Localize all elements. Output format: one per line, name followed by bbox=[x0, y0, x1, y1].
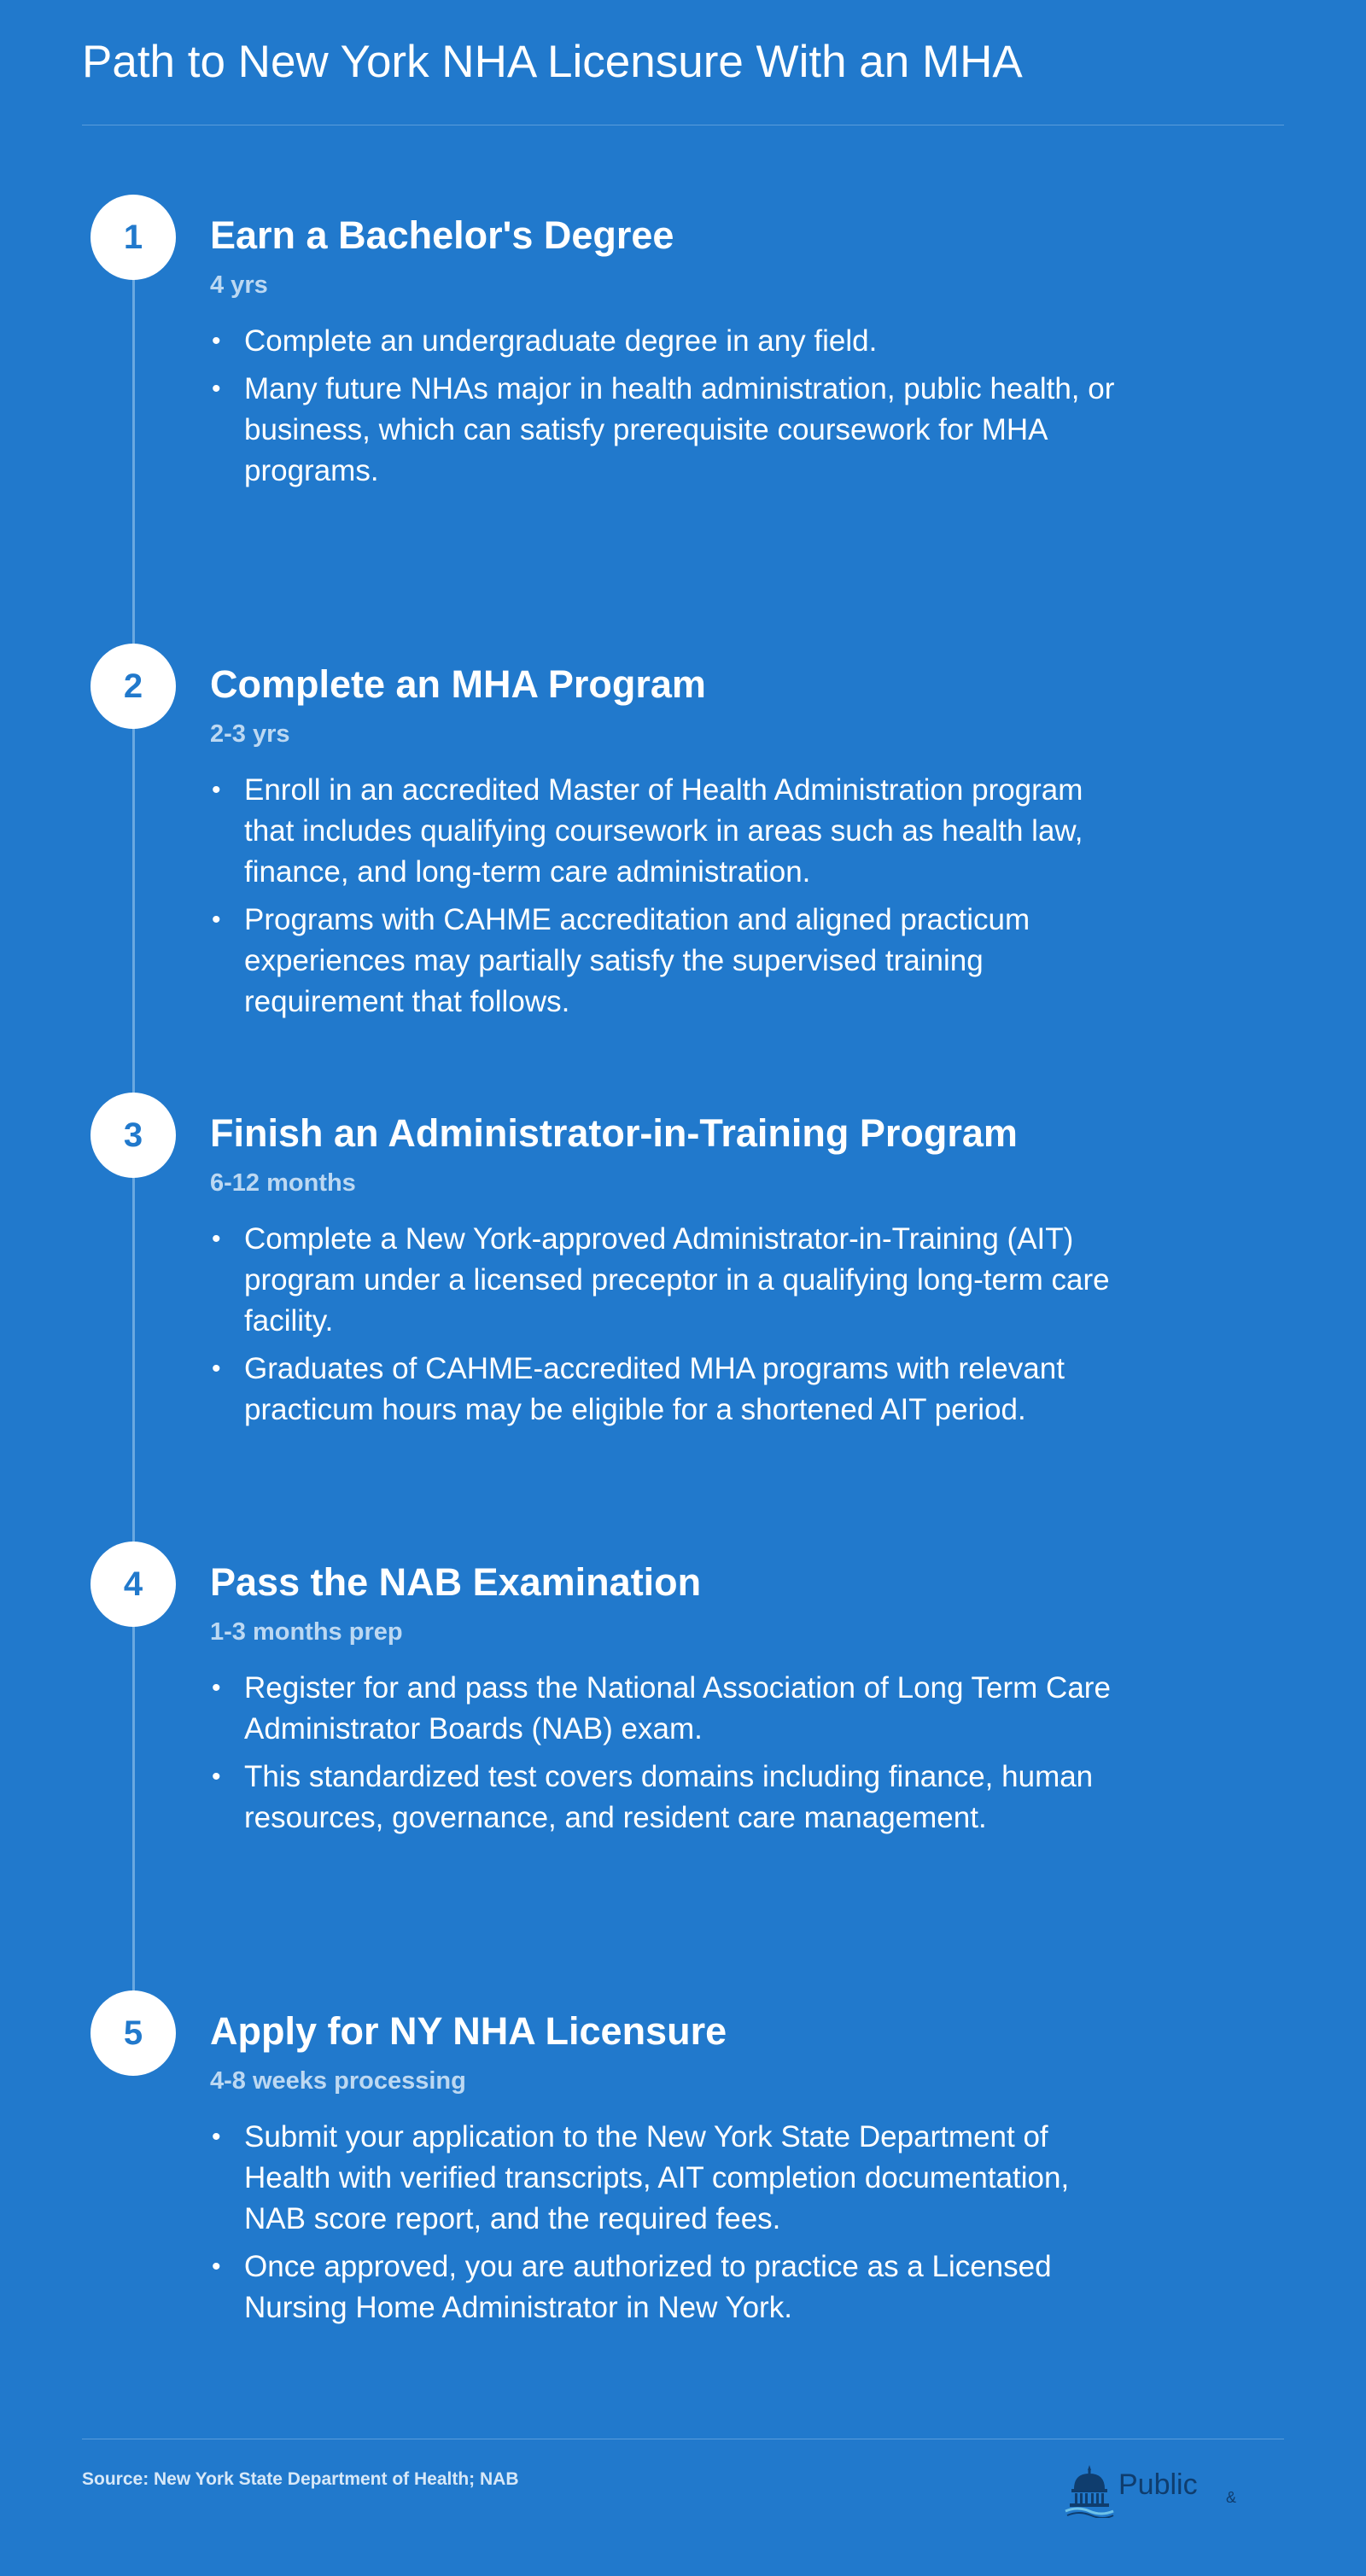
bullet-text: Graduates of CAHME-accredited MHA programs with relevant practicum hours may be eligible for a shortened AIT period. bbox=[244, 1352, 1065, 1426]
step-bullet-list bbox=[210, 1668, 1115, 1845]
step-title: Finish an Administrator-in-Training Program bbox=[210, 1111, 1018, 1155]
bullet-item bbox=[210, 1349, 1115, 1431]
bullet-dot-icon: • bbox=[212, 375, 221, 403]
step-title: Earn a Bachelor's Degree bbox=[210, 213, 674, 257]
step-title: Pass the NAB Examination bbox=[210, 1560, 702, 1604]
bullet-item bbox=[210, 900, 1115, 1023]
capitol-dome-icon bbox=[1062, 2462, 1117, 2518]
page-title: Path to New York NHA Licensure With an MHA bbox=[82, 37, 1023, 87]
logo-wordmark: Public bbox=[1118, 2468, 1198, 2501]
bullet-dot-icon: • bbox=[212, 776, 221, 804]
bullet-dot-icon: • bbox=[212, 1674, 221, 1702]
step-bullet-list bbox=[210, 2117, 1115, 2335]
step-duration: 1-3 months prep bbox=[210, 1618, 403, 1646]
step-duration: 6-12 months bbox=[210, 1169, 356, 1197]
bullet-item bbox=[210, 1668, 1115, 1750]
bullet-dot-icon: • bbox=[212, 2123, 221, 2151]
bullet-item bbox=[210, 770, 1115, 893]
bullet-text: Programs with CAHME accreditation and aligned practicum experiences may partially satisfy the supervised training requirement that follows. bbox=[244, 903, 1030, 1018]
bullet-text: This standardized test covers domains including finance, human resources, governance, and resident care management. bbox=[244, 1760, 1094, 1834]
bullet-text: Register for and pass the National Association of Long Term Care Administrator Boards (NAB) exam. bbox=[244, 1671, 1111, 1746]
bullet-item bbox=[210, 2247, 1115, 2328]
bullet-item bbox=[210, 1219, 1115, 1342]
source-note: Source: New York State Department of Health; NAB bbox=[82, 2469, 519, 2489]
publisher-logo[interactable] bbox=[1062, 2462, 1301, 2521]
bullet-text: Submit your application to the New York State Department of Health with verified transcripts, AIT completion documentation, NAB score report, and the required fees. bbox=[244, 2120, 1070, 2235]
logo-ampersand: & bbox=[1226, 2489, 1237, 2506]
step-number-badge: 3 bbox=[90, 1093, 176, 1178]
bullet-dot-icon: • bbox=[212, 1225, 221, 1253]
step-number-badge: 2 bbox=[90, 644, 176, 729]
step-bullet-list bbox=[210, 321, 1115, 498]
step-title: Complete an MHA Program bbox=[210, 662, 706, 706]
bullet-dot-icon: • bbox=[212, 906, 221, 934]
bullet-text: Enroll in an accredited Master of Health Administration program that includes qualifying coursework in areas such as health law, finance, and long-term care administration. bbox=[244, 773, 1083, 889]
step-number-badge: 1 bbox=[90, 195, 176, 280]
bullet-dot-icon: • bbox=[212, 1355, 221, 1383]
step-duration: 4 yrs bbox=[210, 271, 268, 299]
bullet-dot-icon: • bbox=[212, 327, 221, 355]
bullet-text: Complete an undergraduate degree in any field. bbox=[244, 324, 878, 358]
step-bullet-list bbox=[210, 770, 1115, 1029]
step-bullet-list bbox=[210, 1219, 1115, 1437]
bullet-item bbox=[210, 369, 1115, 492]
bullet-dot-icon: • bbox=[212, 1763, 221, 1791]
bullet-dot-icon: • bbox=[212, 2253, 221, 2281]
bullet-item bbox=[210, 2117, 1115, 2240]
step-number-badge: 4 bbox=[90, 1542, 176, 1627]
bullet-item bbox=[210, 321, 1115, 362]
bullet-item bbox=[210, 1757, 1115, 1839]
bullet-text: Once approved, you are authorized to practice as a Licensed Nursing Home Administrator in New York. bbox=[244, 2250, 1052, 2324]
bullet-text: Many future NHAs major in health administration, public health, or business, which can satisfy prerequisite coursework for MHA programs. bbox=[244, 372, 1115, 487]
step-title: Apply for NY NHA Licensure bbox=[210, 2009, 727, 2053]
bullet-text: Complete a New York-approved Administrator-in-Training (AIT) program under a licensed preceptor in a qualifying long-term care facility. bbox=[244, 1222, 1110, 1338]
step-number-badge: 5 bbox=[90, 1990, 176, 2076]
step-duration: 2-3 yrs bbox=[210, 720, 290, 748]
step-duration: 4-8 weeks processing bbox=[210, 2067, 466, 2095]
